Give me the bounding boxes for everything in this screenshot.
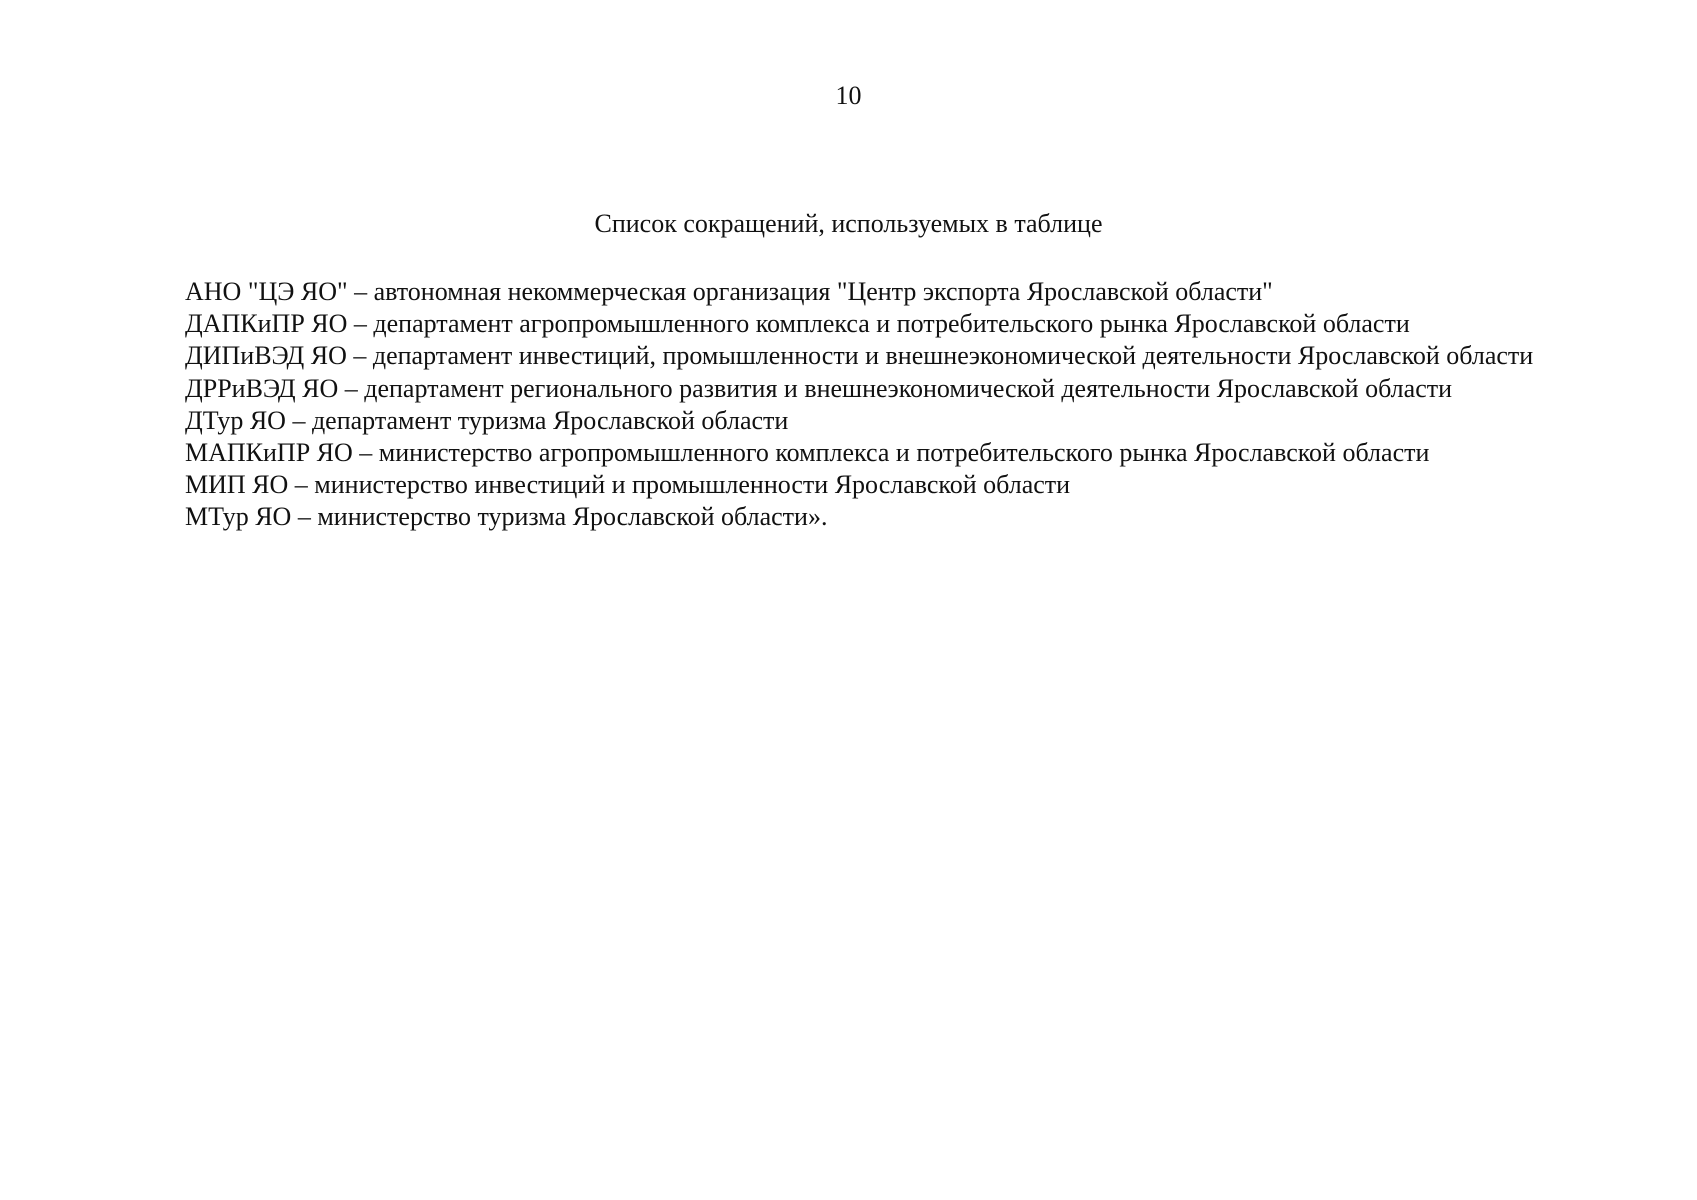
abbreviation-list	[112, 276, 1590, 534]
page-number: 10	[835, 81, 862, 110]
page-title: Список сокращений, используемых в таблице	[594, 209, 1103, 238]
abbreviation-item: МТур ЯО – министерство туризма Ярославской области».	[185, 502, 828, 532]
abbreviation-item: МИП ЯО – министерство инвестиций и промышленности Ярославской области	[185, 470, 1071, 500]
abbreviation-item: МАПКиПР ЯО – министерство агропромышленного комплекса и потребительского рынка Ярославской области	[185, 438, 1430, 468]
abbreviation-item: ДИПиВЭД ЯО – департамент инвестиций, промышленности и внешнеэкономической деятельности Ярославской области	[185, 341, 1534, 371]
abbreviation-item: ДТур ЯО – департамент туризма Ярославской области	[185, 405, 789, 435]
abbreviation-item: АНО "ЦЭ ЯО" – автономная некоммерческая организация "Центр экспорта Ярославской области"	[185, 277, 1273, 306]
abbreviation-item: ДАПКиПР ЯО – департамент агропромышленного комплекса и потребительского рынка Ярославской области	[185, 309, 1410, 339]
abbreviation-item: ДРРиВЭД ЯО – департамент регионального развития и внешнеэкономической деятельности Ярославской области	[185, 373, 1453, 403]
